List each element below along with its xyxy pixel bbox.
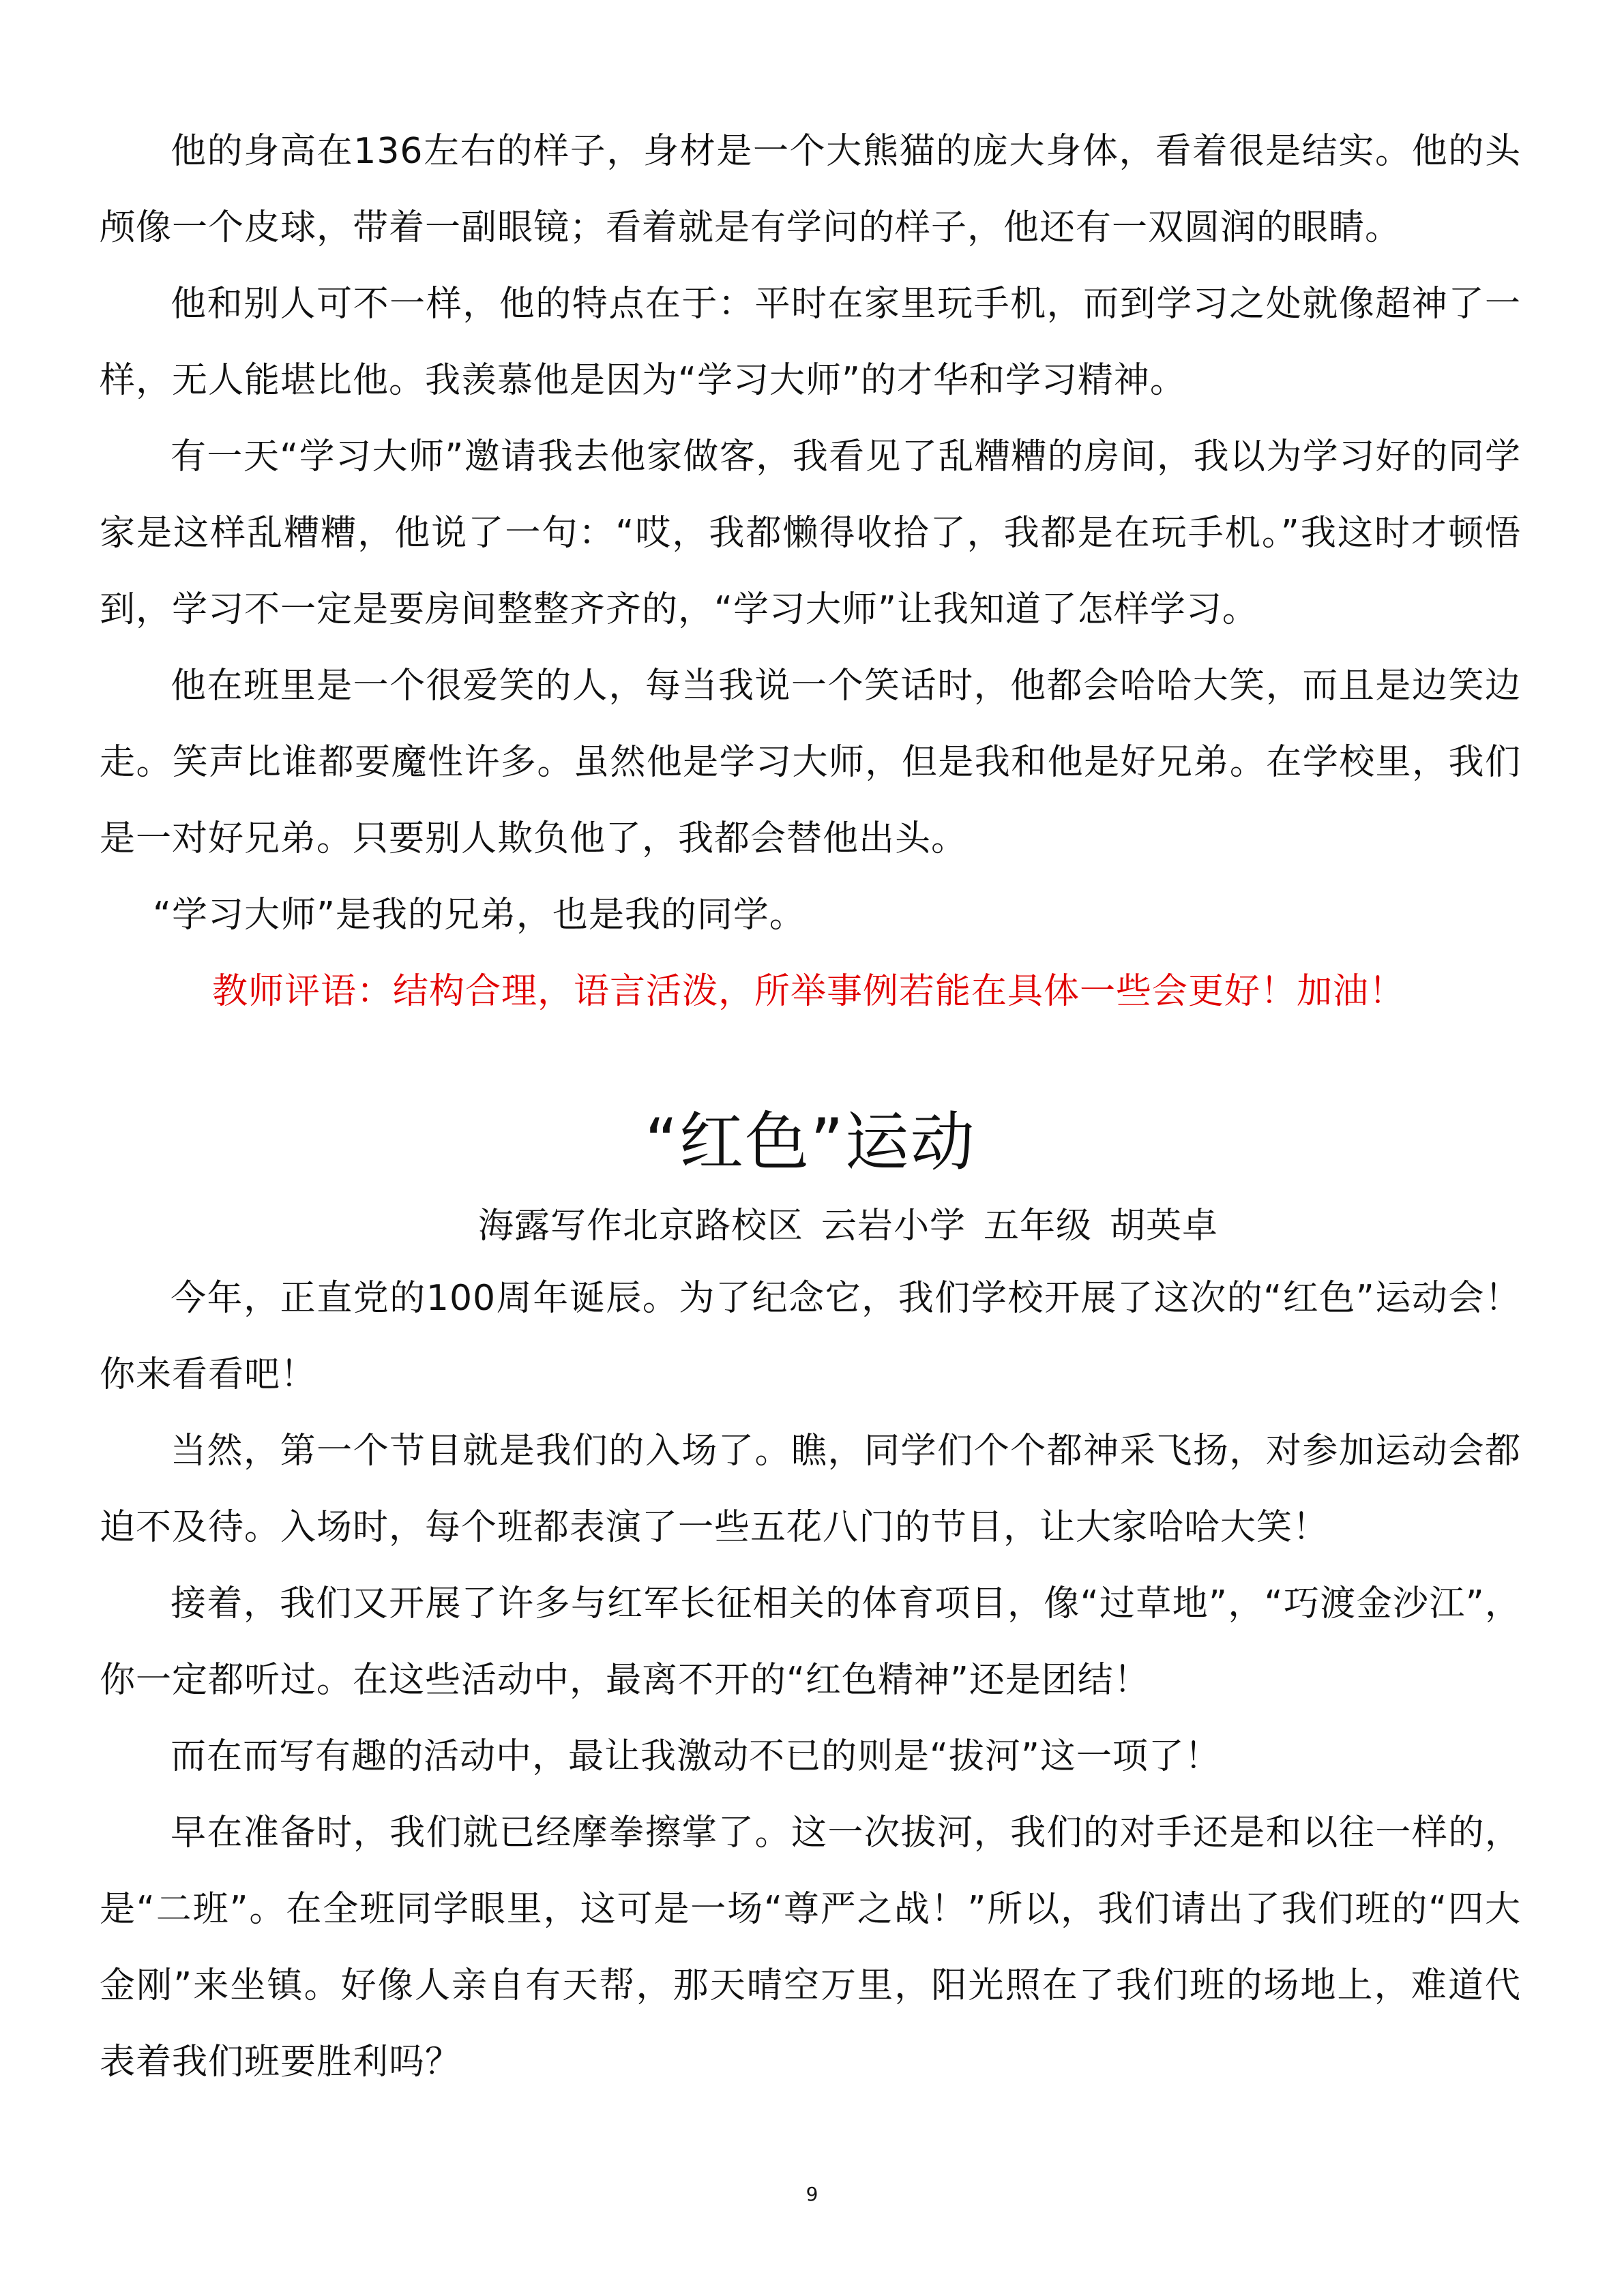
- essay2-paragraph-1: 今年，正直党的100周年诞辰。为了纪念它，我们学校开展了这次的“红色”运动会！你来看看吧！: [100, 1278, 1521, 1395]
- essay2-paragraph-3: 接着，我们又开展了许多与红军长征相关的体育项目，像“过草地”，“巧渡金沙江”，你一定都听过。在这些活动中，最离不开的“红色精神”还是团结！: [100, 1583, 1521, 1701]
- essay1-paragraph-4: 他在班里是一个很爱笑的人，每当我说一个笑话时，他都会哈哈大笑，而且是边笑边走。笑声比谁都要魔性许多。虽然他是学习大师，但是我和他是好兄弟。在学校里，我们是一对好兄弟。只要别人欺负他了，我都会替他出头。: [100, 666, 1521, 859]
- essay1-paragraph-1: 他的身高在136左右的样子，身材是一个大熊猫的庞大身体，看着很是结实。他的头颅像一个皮球，带着一副眼镜；看着就是有学问的样子，他还有一双圆润的眼睛。: [100, 131, 1521, 248]
- essay-learning-master: [100, 113, 1521, 1030]
- essay2-paragraph-5: 早在准备时，我们就已经摩拳擦掌了。这一次拔河，我们的对手还是和以往一样的，是“二班”。在全班同学眼里，这可是一场“尊严之战！”所以，我们请出了我们班的“四大金刚”来坐镇。好像人亲自有天帮，那天晴空万里，阳光照在了我们班的场地上，难道代表着我们班要胜利吗？: [100, 1813, 1521, 2083]
- essay1-paragraph-3: 有一天“学习大师”邀请我去他家做客，我看见了乱糟糟的房间，我以为学习好的同学家是这样乱糟糟，他说了一句：“哎，我都懒得收拾了，我都是在玩手机。”我这时才顿悟到，学习不一定是要房间整整齐齐的，“学习大师”让我知道了怎样学习。: [100, 436, 1521, 630]
- byline-author: 胡英卓: [1110, 1206, 1219, 1247]
- essay1-paragraph-5: “学习大师”是我的兄弟，也是我的同学。: [153, 895, 806, 936]
- byline-primary-school: 云岩小学: [821, 1206, 966, 1247]
- essay-title: “红色”运动: [645, 1105, 976, 1180]
- page-content: [100, 113, 1521, 2100]
- essay1-paragraph-2: 他和别人可不一样，他的特点在于：平时在家里玩手机，而到学习之处就像超神了一样，无人能堪比他。我羡慕他是因为“学习大师”的才华和学习精神。: [100, 284, 1521, 401]
- byline-grade: 五年级: [984, 1206, 1093, 1247]
- essay2-paragraph-2: 当然，第一个节目就是我们的入场了。瞧，同学们个个都神采飞扬，对参加运动会都迫不及待。入场时，每个班都表演了一些五花八门的节目，让大家哈哈大笑！: [100, 1431, 1521, 1548]
- essay-byline: [100, 1192, 1521, 1260]
- page-number: 9: [806, 2183, 818, 2205]
- teacher-comment: 教师评语：结构合理，语言活泼，所举事例若能在具体一些会更好！加油！: [212, 971, 1406, 1012]
- essay2-paragraph-4: 而在而写有趣的活动中，最让我激动不已的则是“拔河”这一项了！: [171, 1736, 1221, 1777]
- byline-school: 海露写作北京路校区: [478, 1206, 804, 1247]
- essay-red-sports: [100, 1095, 1521, 2100]
